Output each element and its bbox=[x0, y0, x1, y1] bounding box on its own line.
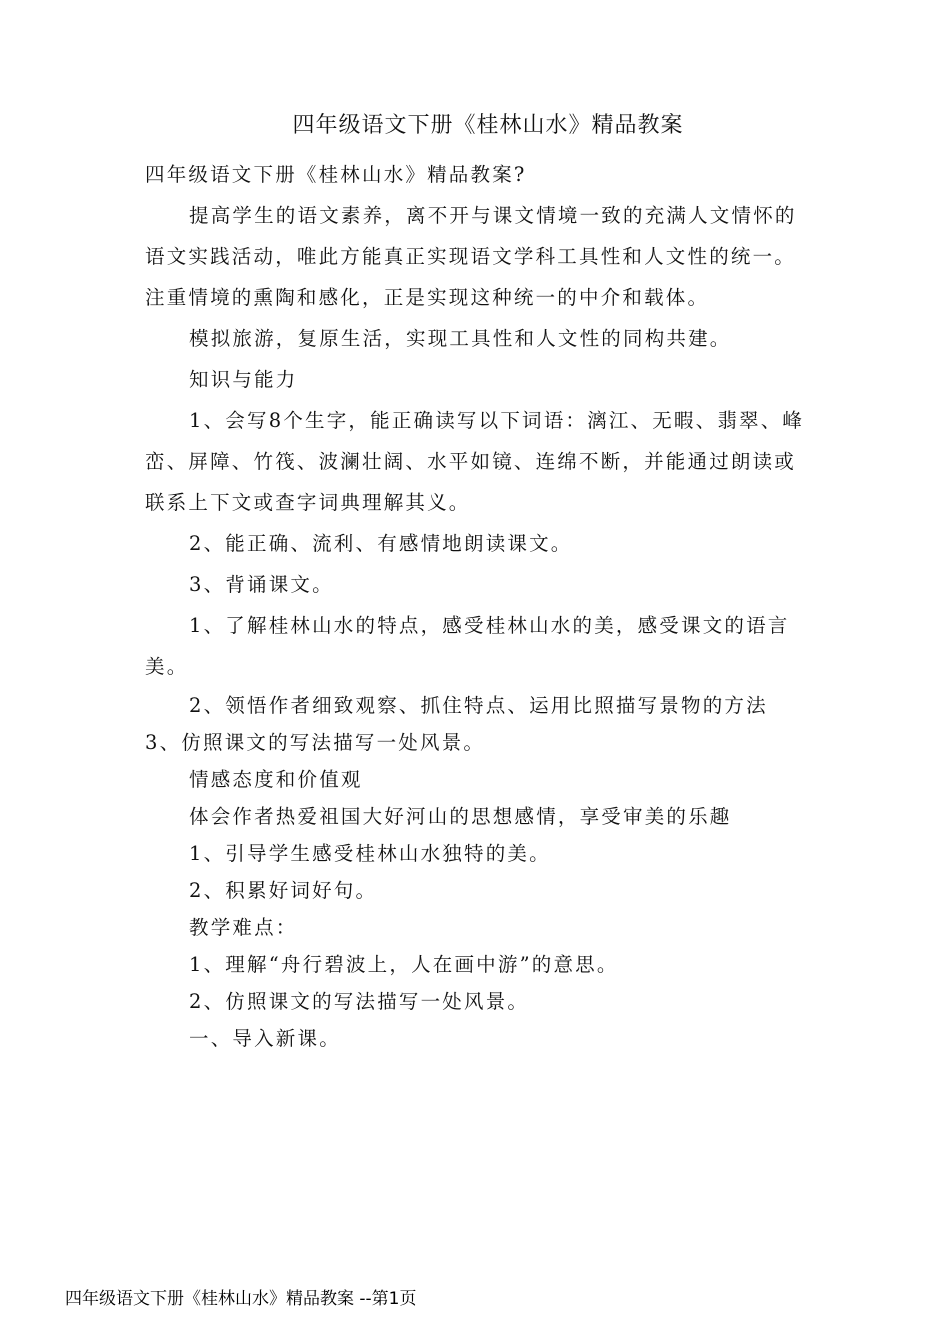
document-body bbox=[145, 154, 815, 1057]
list-item-vocabulary: 1、会写8个生字，能正确读写以下词语：漓江、无暇、翡翠、峰峦、屏障、竹筏、波澜壮阔、水平如镜、连绵不断，并能通过朗读或联系上下文或查字词典理解其义。 bbox=[145, 409, 805, 514]
paragraph-intro: 提高学生的语文素养，离不开与课文情境一致的充满人文情怀的语文实践活动，唯此方能真正实现语文学科工具性和人文性的统一。注重情境的熏陶和感化，正是实现这种统一的中介和载体。 bbox=[145, 204, 797, 309]
list-item-method: 2、领悟作者细致观察、抓住特点、运用比照描写景物的方法 bbox=[189, 694, 768, 717]
document-title: 四年级语文下册《桂林山水》精品教案 bbox=[292, 113, 684, 138]
list-item-features: 1、了解桂林山水的特点，感受桂林山水的美，感受课文的语言美。 bbox=[145, 614, 790, 678]
heading-introduction: 一、导入新课。 bbox=[189, 1027, 341, 1050]
paragraph-subtitle: 四年级语文下册《桂林山水》精品教案? bbox=[145, 163, 527, 186]
list-item-accumulate: 2、积累好词好句。 bbox=[189, 879, 378, 902]
list-item-write: 2、仿照课文的写法描写一处风景。 bbox=[189, 990, 530, 1013]
paragraph-emotion: 体会作者热爱祖国大好河山的思想感情，享受审美的乐趣 bbox=[189, 805, 732, 828]
page-footer: 四年级语文下册《桂林山水》精品教案 --第1页 bbox=[65, 1289, 417, 1309]
heading-difficulty: 教学难点： bbox=[189, 916, 298, 939]
heading-knowledge-ability: 知识与能力 bbox=[189, 368, 298, 391]
list-item-imitate: 3、仿照课文的写法描写一处风景。 bbox=[145, 731, 486, 754]
list-item-guide: 1、引导学生感受桂林山水独特的美。 bbox=[189, 842, 551, 865]
list-item-understand: 1、理解“舟行碧波上，人在画中游”的意思。 bbox=[189, 953, 619, 976]
heading-emotion-values: 情感态度和价值观 bbox=[189, 768, 363, 791]
list-item-reading: 2、能正确、流利、有感情地朗读课文。 bbox=[189, 532, 573, 555]
list-item-recite: 3、背诵课文。 bbox=[189, 573, 334, 596]
paragraph-simulation: 模拟旅游，复原生活，实现工具性和人文性的同构共建。 bbox=[189, 327, 732, 350]
